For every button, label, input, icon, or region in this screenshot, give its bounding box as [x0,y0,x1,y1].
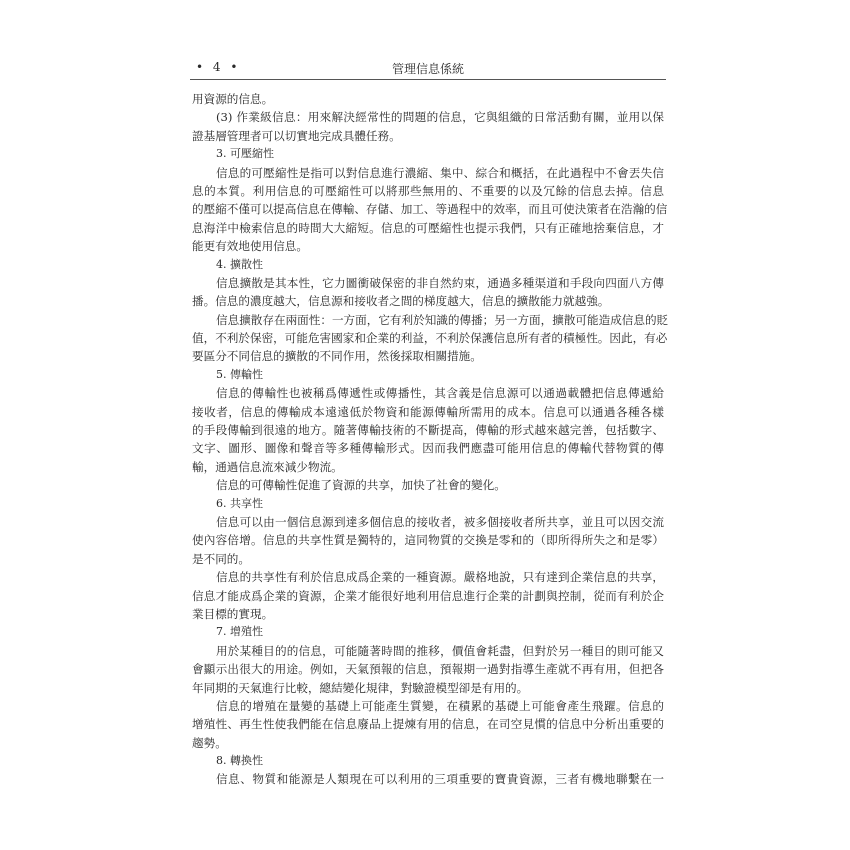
section-heading: 6. 共享性 [216,496,263,510]
text-line: 接收者，信息的傳輸成本遠遠低於物資和能源傳輸所需用的成本。信息可以通過各種各樣 [192,404,664,419]
header-rule [190,79,666,80]
text-line: 用資源的信息。 [192,92,274,106]
text-line: 的手段傳輸到很遠的地方。隨著傳輸技術的不斷提高，傳輸的形式越來越完善，包括數字、 [192,423,664,438]
section-heading: 4. 擴散性 [216,257,263,271]
section-heading: 7. 增殖性 [216,625,263,639]
text-line: 信息擴散是其本性，它力圖衝破保密的非自然約束，通過多種渠道和手段向四面八方傳 [216,275,664,290]
text-line: 輸，通過信息流來減少物流。 [192,459,343,474]
text-line: 文字、圖形、圖像和聲音等多種傳輸形式。因而我們應盡可能用信息的傳輸代替物質的傳 [192,441,664,456]
text-line: (3) 作業級信息：用來解決經常性的問題的信息，它與組織的日常活動有關，並用以保 [216,110,664,125]
running-title: 管理信息係統 [391,62,464,76]
text-line: 信息擴散存在兩面性：一方面，它有利於知識的傳播；另一方面，擴散可能造成信息的貶 [216,312,669,327]
text-line: 會顯示出很大的用途。例如，天氣預報的信息，預報期一過對指導生產就不再有用，但把各 [192,662,664,677]
section-heading: 5. 傳輸性 [216,367,263,381]
text-line: 是不同的。 [192,551,250,566]
text-line: 信息、物質和能源是人類現在可以利用的三項重要的寶貴資源，三者有機地聯繫在一 [216,772,664,787]
text-line: 信息才能成爲企業的資源，企業才能很好地利用信息進行企業的計劃與控制，從而有利於企 [192,588,664,603]
text-line: 息海洋中檢索信息的時間大大縮短。信息的可壓縮性也提示我們，只有正確地捨棄信息，才 [192,220,664,235]
text-line: 年同期的天氣進行比較，總結變化規律，對驗證模型卻是有用的。 [192,680,529,695]
text-line: 信息的傳輸性也被稱爲傳遞性或傳播性，其含義是信息源可以通過載體把信息傳遞給 [216,386,664,401]
text-line: 用於某種目的的信息，可能隨著時間的推移，價值會耗盡，但對於另一種目的則可能又 [216,643,664,658]
page-number: • 4 • [196,60,241,74]
text-line: 信息的可壓縮性是指可以對信息進行濃縮、集中、綜合和概括，在此過程中不會丟失信 [216,165,664,180]
text-line: 信息的共享性有利於信息成爲企業的一種資源。嚴格地說，只有達到企業信息的共享， [216,570,664,585]
text-line: 使內容倍增。信息的共享性質是獨特的，這同物質的交換是零和的（即所得所失之和是零） [192,533,664,548]
text-line: 播。信息的濃度越大，信息源和接收者之間的梯度越大，信息的擴散能力就越強。 [192,294,610,309]
text-line: 證基層管理者可以切實地完成具體任務。 [192,128,401,143]
text-line: 業目標的實現。 [192,606,274,621]
page-body-text [192,90,669,789]
text-line: 要區分不同信息的擴散的不同作用，然後採取相關措施。 [192,349,482,364]
text-line: 信息的增殖在量變的基礎上可能產生質變，在積累的基礎上可能會產生飛躍。信息的 [216,698,664,713]
text-line: 信息的可傳輸性促進了資源的共享，加快了社會的變化。 [216,478,506,493]
text-line: 信息可以由一個信息源到達多個信息的接收者，被多個接收者所共享，並且可以因交流 [216,514,664,529]
text-line: 增殖性、再生性使我們能在信息廢品上提煉有用的信息，在司空見慣的信息中分析出重要的 [192,717,664,732]
text-line: 趨勢。 [192,735,227,750]
text-line: 能更有效地使用信息。 [192,239,308,254]
text-line: 的壓縮不僅可以提高信息在傳輸、存儲、加工、等過程中的效率，而且可使決策者在浩瀚的信 [192,202,668,217]
text-line: 息的本質。利用信息的可壓縮性可以將那些無用的、不重要的以及冗餘的信息去掉。信息 [192,183,664,198]
section-heading: 3. 可壓縮性 [216,147,274,161]
running-header [192,58,664,78]
text-line: 值，不利於保密，可能危害國家和企業的利益，不利於保護信息所有者的積極性。因此，有必 [192,331,668,346]
section-heading: 8. 轉換性 [216,754,263,768]
